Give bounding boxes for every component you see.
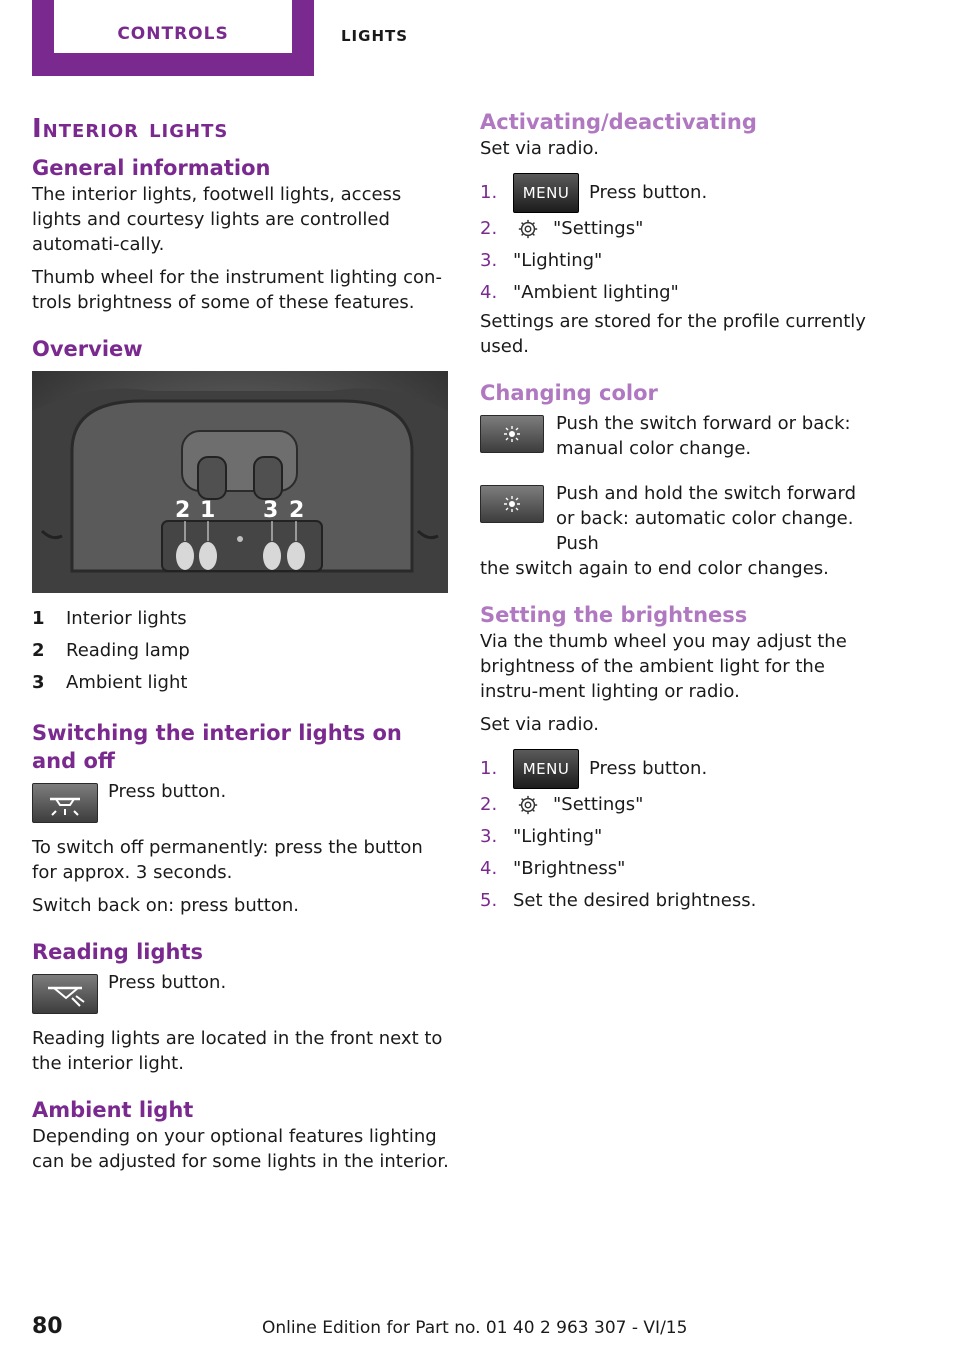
reading-light-button-icon <box>32 974 98 1014</box>
step-text: "Settings" <box>553 794 644 815</box>
manual-color-text: Push the switch forward or back: manual color change. <box>556 413 851 459</box>
ambient-light-paragraph: Depending on your optional features lighting can be adjusted for some lights in the interior. <box>32 1126 449 1172</box>
step-text: Press button. <box>589 758 708 779</box>
reading-press-button: Press button. <box>108 972 227 993</box>
legend-item <box>32 603 450 635</box>
step-item <box>480 173 880 213</box>
switching-press-button: Press button. <box>108 781 227 802</box>
step-text: "Settings" <box>553 218 644 239</box>
activating-heading: Activating/deactivating <box>480 110 757 134</box>
step-item <box>480 885 880 917</box>
overhead-console-photo <box>32 371 448 593</box>
reading-light-button-block <box>32 970 450 1014</box>
step-number: 3. <box>480 826 498 847</box>
legend-number: 3 <box>32 672 45 693</box>
step-text: Press button. <box>589 182 708 203</box>
left-column <box>32 108 450 1174</box>
step-number: 4. <box>480 282 498 303</box>
page-title: Interior lights <box>32 114 229 144</box>
edition-note: Online Edition for Part no. 01 40 2 963 307 - VI/15 <box>262 1318 688 1338</box>
step-item <box>480 749 880 789</box>
general-information-paragraph-1: The interior lights, footwell lights, access lights and courtesy lights are controlled automati‐cally. <box>32 184 402 255</box>
menu-button-icon: MENU <box>513 173 579 213</box>
overview-legend <box>32 603 450 699</box>
step-number: 1. <box>480 758 498 779</box>
switching-paragraph-1: To switch off permanently: press the button for approx. 3 seconds. <box>32 837 423 883</box>
step-number: 2. <box>480 218 498 239</box>
gear-icon <box>517 218 539 240</box>
legend-number: 2 <box>32 640 45 661</box>
menu-button-icon: MENU <box>513 749 579 789</box>
legend-number: 1 <box>32 608 45 629</box>
photo-label-ambient-light: 3 <box>263 498 279 523</box>
step-number: 2. <box>480 794 498 815</box>
step-number: 5. <box>480 890 498 911</box>
ambient-switch-icon <box>480 485 544 523</box>
step-text: "Lighting" <box>513 826 603 847</box>
activating-intro: Set via radio. <box>480 138 599 159</box>
ambient-light-heading: Ambient light <box>32 1098 194 1122</box>
activating-note: Settings are stored for the profile currently used. <box>480 311 866 357</box>
brightness-steps <box>480 749 880 917</box>
step-item <box>480 821 880 853</box>
step-item <box>480 213 880 245</box>
section-label: LIGHTS <box>341 27 409 45</box>
auto-color-text-a: Push and hold the switch forward or back: automatic color change. Push <box>556 483 857 554</box>
step-text: "Brightness" <box>513 858 626 879</box>
legend-text: Ambient light <box>66 672 188 693</box>
overhead-console-illustration <box>32 371 448 593</box>
header-chapter-tab-inner <box>54 0 292 53</box>
overview-heading: Overview <box>32 337 143 361</box>
step-text: Set the desired brightness. <box>513 890 757 911</box>
interior-light-button-icon <box>32 783 98 823</box>
brightness-intro: Set via radio. <box>480 714 599 735</box>
photo-label-reading-lamp-left: 2 <box>175 498 191 523</box>
ambient-switch-icon <box>480 415 544 453</box>
changing-color-heading: Changing color <box>480 381 658 405</box>
switching-heading: Switching the interior lights on and off <box>32 721 402 773</box>
interior-light-button-block <box>32 779 450 823</box>
gear-icon <box>517 794 539 816</box>
photo-label-reading-lamp-right: 2 <box>289 498 305 523</box>
legend-text: Reading lamp <box>66 640 190 661</box>
legend-item <box>32 667 450 699</box>
header-chapter-tab <box>32 0 314 76</box>
auto-color-block <box>480 481 880 556</box>
activating-steps <box>480 173 880 309</box>
general-information-paragraph-2: Thumb wheel for the instrument lighting con‐trols brightness of some of these features. <box>32 267 442 313</box>
step-item <box>480 853 880 885</box>
step-text: "Ambient lighting" <box>513 282 679 303</box>
reading-paragraph-1: Reading lights are located in the front next to the interior light. <box>32 1028 443 1074</box>
brightness-heading: Setting the brightness <box>480 603 748 627</box>
page-number: 80 <box>32 1314 63 1339</box>
auto-color-text-b: the switch again to end color changes. <box>480 558 829 579</box>
manual-color-block <box>480 411 880 461</box>
switching-paragraph-2: Switch back on: press button. <box>32 895 300 916</box>
photo-label-interior-light: 1 <box>200 498 216 523</box>
step-item <box>480 245 880 277</box>
reading-lights-heading: Reading lights <box>32 940 204 964</box>
chapter-label: CONTROLS <box>117 24 229 44</box>
step-number: 4. <box>480 858 498 879</box>
general-information-heading: General information <box>32 156 271 180</box>
step-item <box>480 277 880 309</box>
legend-text: Interior lights <box>66 608 187 629</box>
step-number: 3. <box>480 250 498 271</box>
step-text: "Lighting" <box>513 250 603 271</box>
step-item <box>480 789 880 821</box>
step-number: 1. <box>480 182 498 203</box>
brightness-paragraph: Via the thumb wheel you may adjust the brightness of the ambient light for the instru‐ment lighting or radio. <box>480 631 847 702</box>
legend-item <box>32 635 450 667</box>
right-column <box>480 108 880 917</box>
